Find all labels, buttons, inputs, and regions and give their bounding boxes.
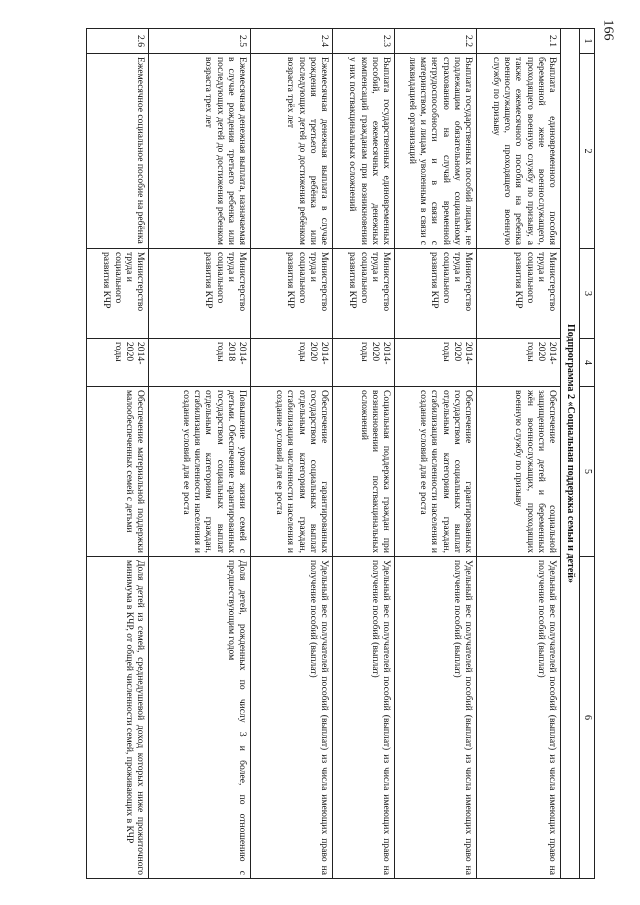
row-number: 2.3	[333, 29, 395, 54]
executor: Министерство труда и социального развития КЧР	[333, 249, 395, 339]
row-number: 2.1	[477, 29, 561, 54]
table-row	[149, 29, 251, 879]
expected-result: Обеспечение материальной поддержки малообеспеченных семей с детьми	[87, 387, 149, 557]
measure-name: Выплата государственных единовременных пособий, ежемесячных денежных компенсаций гражданам при возникновении у них поствакцинальных осложнений	[333, 54, 395, 249]
measure-name: Выплата единовременного пособия беременной жене военнослужащего, проходящего военную службу по призыву, а также ежемесячного пособия на ребенка военнослужащего, проходящего военную службу по призыву	[477, 54, 561, 249]
period: 2014-2020 годы	[477, 339, 561, 387]
executor: Министерство труда и социального развития КЧР	[251, 249, 333, 339]
period: 2014-2020 годы	[251, 339, 333, 387]
executor: Министерство труда и социального развития КЧР	[149, 249, 251, 339]
period: 2014-2020 годы	[395, 339, 477, 387]
indicator: Удельный вес получателей пособий (выплат) из числа имеющих право на получение пособий (выплат)	[395, 557, 477, 879]
column-header: 4	[580, 339, 595, 387]
indicator: Доля детей, рожденных по числу 3 и более, по отношению с предшествующим годом	[149, 557, 251, 879]
rotated-sheet	[75, 28, 595, 878]
page-number: 166	[600, 19, 616, 41]
expected-result: Социальная поддержка граждан при возникновении поствакцинальных осложнений	[333, 387, 395, 557]
indicator: Удельный вес получателей пособий (выплат) из числа имеющих право на получение пособий (выплат)	[477, 557, 561, 879]
table-row	[87, 29, 149, 879]
column-header: 5	[580, 387, 595, 557]
row-number: 2.6	[87, 29, 149, 54]
row-number: 2.4	[251, 29, 333, 54]
indicator: Удельный вес получателей пособий (выплат) из числа имеющих право на получение пособий (выплат)	[333, 557, 395, 879]
table-row	[333, 29, 395, 879]
table-row	[477, 29, 561, 879]
indicator: Удельный вес получателей пособий (выплат) из числа имеющих право на получение пособий (выплат)	[251, 557, 333, 879]
executor: Министерство труда и социального развития КЧР	[477, 249, 561, 339]
measure-name: Ежемесячная денежная выплата в случае рождения третьего ребёнка или последующих детей до достижения ребёнком возраста трёх лет	[251, 54, 333, 249]
period: 2014-2020 годы	[333, 339, 395, 387]
expected-result: Обеспечение гарантированных государством социальных выплат отдельным категориям граждан, стабилизация численности населения и создание условий для ее роста	[251, 387, 333, 557]
measure-name: Выплата государственных пособий лицам, не подлежащим обязательному социальному страхованию на случай временной нетрудоспособности и в связи с материнством, и лицам, уволенным в связи с ликвидацией организаций	[395, 54, 477, 249]
row-number: 2.2	[395, 29, 477, 54]
executor: Министерство труда и социального развития КЧР	[87, 249, 149, 339]
column-number-row	[580, 29, 595, 879]
program-table	[86, 28, 595, 879]
subprogram-row	[561, 29, 580, 879]
indicator: Доля детей из семей, среднедушевой доход которых ниже прожиточного минимума в КЧР, от общей численности семей, проживающих в КЧР	[87, 557, 149, 879]
expected-result: Обеспечение социальной защищенности детей и беременных жён военнослужащих, проходящих военную службу по призыву	[477, 387, 561, 557]
period: 2014-2018 годы	[149, 339, 251, 387]
subprogram-title: Подпрограмма 2 «Социальная поддержка семьи и детей»	[561, 29, 580, 879]
row-number: 2.5	[149, 29, 251, 54]
column-header: 2	[580, 54, 595, 249]
column-header: 6	[580, 557, 595, 879]
measure-name: Ежемесячное социальное пособие на ребёнка	[87, 54, 149, 249]
measure-name: Ежемесячная денежная выплата, назначаемая в случае рождения третьего ребенка или последующих детей до достижения ребенком возраста трех лет	[149, 54, 251, 249]
expected-result: Обеспечение гарантированных государством социальных выплат отдельным категориям граждан, стабилизация численности населения и создание условий для ее роста	[395, 387, 477, 557]
executor: Министерство труда и социального развития КЧР	[395, 249, 477, 339]
expected-result: Повышение уровня жизни семей с детьми. Обеспечение гарантированных государством социальных выплат отдельным категориям граждан, стабилизация численности населения и создание условий для ее роста	[149, 387, 251, 557]
table-row	[395, 29, 477, 879]
period: 2014-2020 годы	[87, 339, 149, 387]
table-row	[251, 29, 333, 879]
column-header: 3	[580, 249, 595, 339]
column-header: 1	[580, 29, 595, 54]
